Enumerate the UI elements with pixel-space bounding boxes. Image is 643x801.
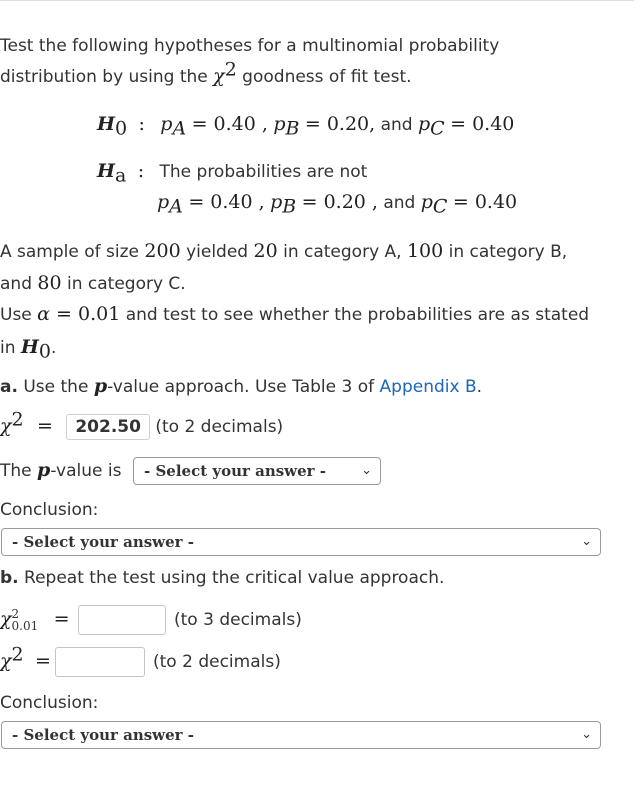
- sample-description: A sample of size 200 yielded 20 in category A, 100 in category B,: [0, 240, 568, 262]
- part-b-conclusion-select[interactable]: - Select your answer - ⌄: [1, 721, 601, 749]
- part-a-heading: a. Use the p-value approach. Use Table 3 of Appendix B.: [0, 375, 483, 397]
- null-hypothesis: $H_0$ : $p_A = 0.40$ , $p_B = 0.20$, and $p_C = 0.40$: [97, 113, 515, 140]
- alternative-hypothesis-values: $p_A = 0.40$ , $p_B = 0.20$ , and $p_C = 0.40$: [157, 191, 518, 218]
- p-value-row: The p-value is: [0, 459, 122, 481]
- chi-square-input[interactable]: [55, 647, 145, 677]
- part-a-conclusion-select[interactable]: - Select your answer - ⌄: [1, 528, 601, 556]
- part-b-conclusion-label: Conclusion:: [0, 693, 99, 713]
- intro-line-1: Test the following hypotheses for a multinomial probability: [0, 36, 500, 56]
- critical-value-row: χ2 0.01 =: [0, 607, 70, 633]
- appendix-b-link[interactable]: Appendix B: [379, 377, 477, 397]
- chevron-down-icon: ⌄: [361, 463, 372, 478]
- part-a-conclusion-label: Conclusion:: [0, 500, 99, 520]
- sample-description-2: and 80 in category C.: [0, 272, 186, 294]
- chevron-down-icon: ⌄: [581, 727, 592, 742]
- alpha-statement: Use α = 0.01 and test to see whether the probabilities are as stated: [0, 303, 590, 325]
- chi-square-answer: 202.50: [66, 414, 150, 440]
- chi-square-answer-row: $\chi^2 = 202.50$ (to 2 decimals): [0, 414, 283, 440]
- p-value-select[interactable]: - Select your answer - ⌄: [133, 457, 381, 485]
- chi-square-input-row: $\chi^2$ =: [0, 643, 51, 672]
- intro-line-2: distribution by using the $\chi^2$ goodness of fit test.: [0, 58, 412, 87]
- critical-value-input[interactable]: [78, 605, 166, 635]
- top-divider: [0, 0, 634, 1]
- alternative-hypothesis: $H_a$ : The probabilities are not: [97, 160, 368, 187]
- chi-square-note: (to 2 decimals): [153, 652, 281, 672]
- chevron-down-icon: ⌄: [581, 534, 592, 549]
- critical-value-note: (to 3 decimals): [174, 610, 302, 630]
- part-b-heading: b. Repeat the test using the critical value approach.: [0, 568, 445, 588]
- alpha-statement-2: in $H_0$.: [0, 336, 57, 363]
